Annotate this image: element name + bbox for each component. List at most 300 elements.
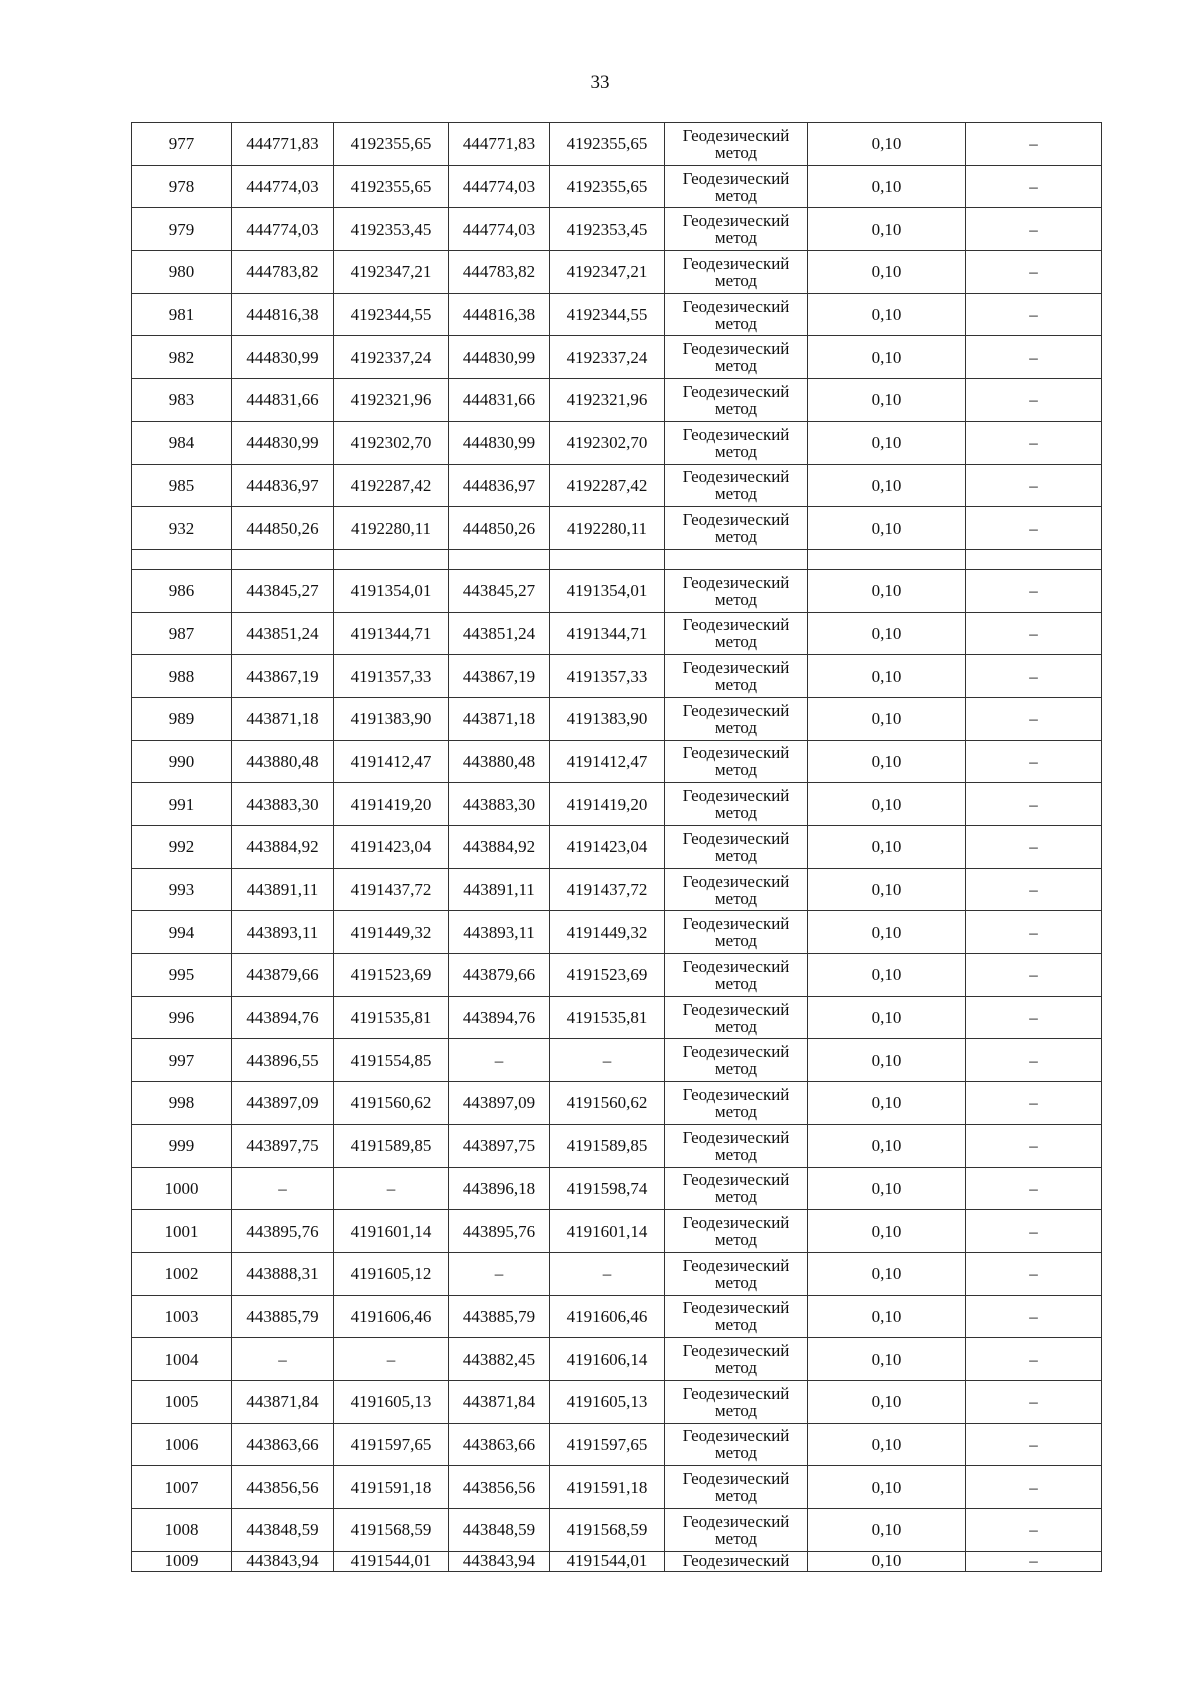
y-existing-cell: 4191412,47 bbox=[334, 740, 449, 783]
method-cell bbox=[665, 1466, 808, 1509]
method-line1: Геодезический bbox=[682, 1213, 790, 1233]
x-existing-cell: 443888,31 bbox=[232, 1252, 334, 1295]
method-line1: Геодезический bbox=[682, 168, 790, 188]
accuracy-cell: 0,10 bbox=[808, 996, 966, 1039]
y-existing-cell: 4191560,62 bbox=[334, 1082, 449, 1125]
x-refined-cell: – bbox=[449, 1252, 550, 1295]
description-cell: – bbox=[966, 1210, 1102, 1253]
description-cell: – bbox=[966, 612, 1102, 655]
point-number-cell: 997 bbox=[132, 1039, 232, 1082]
description-cell: – bbox=[966, 740, 1102, 783]
y-refined-cell: 4192302,70 bbox=[550, 421, 665, 464]
description-cell: – bbox=[966, 1252, 1102, 1295]
y-existing-cell: – bbox=[334, 1167, 449, 1210]
y-refined-cell: 4191598,74 bbox=[550, 1167, 665, 1210]
table-row bbox=[132, 1039, 1102, 1082]
method-cell bbox=[665, 1551, 808, 1571]
description-cell: – bbox=[966, 655, 1102, 698]
accuracy-cell: 0,10 bbox=[808, 251, 966, 294]
x-existing-cell: 443856,56 bbox=[232, 1466, 334, 1509]
table-row bbox=[132, 1295, 1102, 1338]
table-row bbox=[132, 868, 1102, 911]
description-cell: – bbox=[966, 336, 1102, 379]
x-refined-cell: 444831,66 bbox=[449, 379, 550, 422]
method-line1: Геодезический bbox=[682, 615, 790, 635]
x-existing-cell: – bbox=[232, 1167, 334, 1210]
y-refined-cell: 4191354,01 bbox=[550, 569, 665, 612]
table-row bbox=[132, 1338, 1102, 1381]
method-cell bbox=[665, 1509, 808, 1552]
description-cell: – bbox=[966, 911, 1102, 954]
description-cell: – bbox=[966, 1423, 1102, 1466]
x-existing-cell: 444783,82 bbox=[232, 251, 334, 294]
description-cell: – bbox=[966, 1167, 1102, 1210]
x-refined-cell: 443884,92 bbox=[449, 826, 550, 869]
point-number-cell: 990 bbox=[132, 740, 232, 783]
description-cell: – bbox=[966, 251, 1102, 294]
point-number-cell: 985 bbox=[132, 464, 232, 507]
method-cell bbox=[665, 826, 808, 869]
y-refined-cell: 4191568,59 bbox=[550, 1509, 665, 1552]
x-refined-cell: 444850,26 bbox=[449, 507, 550, 550]
y-refined-cell: 4191357,33 bbox=[550, 655, 665, 698]
x-existing-cell: 443885,79 bbox=[232, 1295, 334, 1338]
accuracy-cell: 0,10 bbox=[808, 1039, 966, 1082]
y-existing-cell: 4191605,13 bbox=[334, 1380, 449, 1423]
method-line1: Геодезический bbox=[682, 253, 790, 273]
table-row bbox=[132, 1466, 1102, 1509]
method-cell bbox=[665, 1295, 808, 1338]
method-line1: Геодезический bbox=[682, 1084, 790, 1104]
table-row bbox=[132, 911, 1102, 954]
y-existing-cell: 4192337,24 bbox=[334, 336, 449, 379]
table-row bbox=[132, 1252, 1102, 1295]
method-line2: метод bbox=[714, 1528, 758, 1548]
table-row bbox=[132, 954, 1102, 997]
x-refined-cell: 443882,45 bbox=[449, 1338, 550, 1381]
y-refined-cell: 4191449,32 bbox=[550, 911, 665, 954]
method-line2: метод bbox=[714, 1016, 758, 1036]
y-existing-cell: 4192353,45 bbox=[334, 208, 449, 251]
description-cell: – bbox=[966, 293, 1102, 336]
table-row bbox=[132, 165, 1102, 208]
method-line2: метод bbox=[714, 717, 758, 737]
x-refined-cell: 443867,19 bbox=[449, 655, 550, 698]
x-existing-cell: 444774,03 bbox=[232, 165, 334, 208]
method-line1: Геодезический bbox=[682, 467, 790, 487]
x-refined-cell: 443891,11 bbox=[449, 868, 550, 911]
x-refined-cell: 444774,03 bbox=[449, 165, 550, 208]
table-row bbox=[132, 379, 1102, 422]
method-line2: метод bbox=[714, 888, 758, 908]
description-cell: – bbox=[966, 1380, 1102, 1423]
method-line1: Геодезический bbox=[682, 743, 790, 763]
table-row bbox=[132, 1509, 1102, 1552]
x-existing-cell: – bbox=[232, 1338, 334, 1381]
x-refined-cell: 443845,27 bbox=[449, 569, 550, 612]
x-refined-cell: 443883,30 bbox=[449, 783, 550, 826]
method-line1: Геодезический bbox=[682, 125, 790, 145]
x-refined-cell: 443880,48 bbox=[449, 740, 550, 783]
x-refined-cell: 444816,38 bbox=[449, 293, 550, 336]
x-refined-cell: 443879,66 bbox=[449, 954, 550, 997]
method-line2: метод bbox=[714, 1187, 758, 1207]
y-refined-cell: 4191606,14 bbox=[550, 1338, 665, 1381]
method-line2: метод bbox=[714, 1486, 758, 1506]
method-line1: Геодезический bbox=[682, 700, 790, 720]
accuracy-cell: 0,10 bbox=[808, 1167, 966, 1210]
method-line2: метод bbox=[714, 760, 758, 780]
y-existing-cell: 4191591,18 bbox=[334, 1466, 449, 1509]
method-line2: метод bbox=[714, 185, 758, 205]
accuracy-cell: 0,10 bbox=[808, 740, 966, 783]
accuracy-cell: 0,10 bbox=[808, 123, 966, 166]
point-number-cell: 991 bbox=[132, 783, 232, 826]
method-cell bbox=[665, 421, 808, 464]
method-line1: Геодезический bbox=[682, 572, 790, 592]
method-line2: метод bbox=[714, 1358, 758, 1378]
y-refined-cell: 4191535,81 bbox=[550, 996, 665, 1039]
y-existing-cell: 4191601,14 bbox=[334, 1210, 449, 1253]
method-line1: Геодезический bbox=[682, 1042, 790, 1062]
accuracy-cell: 0,10 bbox=[808, 421, 966, 464]
method-line1: Геодезический bbox=[682, 381, 790, 401]
method-line1: Геодезический bbox=[682, 658, 790, 678]
x-refined-cell: 443894,76 bbox=[449, 996, 550, 1039]
x-refined-cell: 444830,99 bbox=[449, 421, 550, 464]
y-refined-cell: 4191344,71 bbox=[550, 612, 665, 655]
method-line2: метод bbox=[714, 356, 758, 376]
description-cell: – bbox=[966, 507, 1102, 550]
point-number-cell: 1003 bbox=[132, 1295, 232, 1338]
accuracy-cell: 0,10 bbox=[808, 507, 966, 550]
method-cell bbox=[665, 1252, 808, 1295]
x-refined-cell: 444836,97 bbox=[449, 464, 550, 507]
y-refined-cell: 4191544,01 bbox=[550, 1551, 665, 1571]
accuracy-cell: 0,10 bbox=[808, 569, 966, 612]
accuracy-cell: 0,10 bbox=[808, 464, 966, 507]
x-existing-cell: 443879,66 bbox=[232, 954, 334, 997]
y-refined-cell: 4191601,14 bbox=[550, 1210, 665, 1253]
y-existing-cell: 4191554,85 bbox=[334, 1039, 449, 1082]
y-existing-cell: 4191606,46 bbox=[334, 1295, 449, 1338]
x-existing-cell: 444771,83 bbox=[232, 123, 334, 166]
table-row bbox=[132, 996, 1102, 1039]
point-number-cell: 993 bbox=[132, 868, 232, 911]
method-cell bbox=[665, 1210, 808, 1253]
y-existing-cell: 4191449,32 bbox=[334, 911, 449, 954]
accuracy-cell: 0,10 bbox=[808, 1551, 966, 1571]
y-existing-cell: 4192355,65 bbox=[334, 165, 449, 208]
table-row bbox=[132, 569, 1102, 612]
description-cell: – bbox=[966, 421, 1102, 464]
method-line1: Геодезический bbox=[682, 1341, 790, 1361]
point-number-cell: 1002 bbox=[132, 1252, 232, 1295]
y-refined-cell: 4192355,65 bbox=[550, 123, 665, 166]
x-existing-cell: 444830,99 bbox=[232, 421, 334, 464]
description-cell: – bbox=[966, 1295, 1102, 1338]
point-number-cell: 977 bbox=[132, 123, 232, 166]
accuracy-cell: 0,10 bbox=[808, 208, 966, 251]
description-cell: – bbox=[966, 464, 1102, 507]
y-existing-cell: 4191597,65 bbox=[334, 1423, 449, 1466]
x-refined-cell: 444830,99 bbox=[449, 336, 550, 379]
method-line1: Геодезический bbox=[682, 1551, 790, 1570]
method-line1: Геодезический bbox=[682, 1511, 790, 1531]
x-existing-cell: 444836,97 bbox=[232, 464, 334, 507]
x-existing-cell: 444830,99 bbox=[232, 336, 334, 379]
method-cell bbox=[665, 954, 808, 997]
page-number: 33 bbox=[590, 72, 610, 93]
accuracy-cell: 0,10 bbox=[808, 655, 966, 698]
method-cell bbox=[665, 1082, 808, 1125]
description-cell: – bbox=[966, 1509, 1102, 1552]
method-line1: Геодезический bbox=[682, 339, 790, 359]
y-refined-cell: 4191591,18 bbox=[550, 1466, 665, 1509]
method-line1: Геодезический bbox=[682, 1383, 790, 1403]
y-refined-cell: 4192337,24 bbox=[550, 336, 665, 379]
method-line1: Геодезический bbox=[682, 1127, 790, 1147]
y-existing-cell: 4191523,69 bbox=[334, 954, 449, 997]
accuracy-cell: 0,10 bbox=[808, 379, 966, 422]
method-cell bbox=[665, 293, 808, 336]
y-refined-cell: 4191383,90 bbox=[550, 697, 665, 740]
point-number-cell: 994 bbox=[132, 911, 232, 954]
accuracy-cell: 0,10 bbox=[808, 1082, 966, 1125]
description-cell: – bbox=[966, 1551, 1102, 1571]
x-refined-cell: 444774,03 bbox=[449, 208, 550, 251]
table-row bbox=[132, 208, 1102, 251]
method-line2: метод bbox=[714, 441, 758, 461]
x-refined-cell: 443856,56 bbox=[449, 1466, 550, 1509]
method-cell bbox=[665, 740, 808, 783]
accuracy-cell: 0,10 bbox=[808, 783, 966, 826]
method-line1: Геодезический bbox=[682, 424, 790, 444]
accuracy-cell: 0,10 bbox=[808, 1380, 966, 1423]
method-cell bbox=[665, 1039, 808, 1082]
table-row bbox=[132, 1124, 1102, 1167]
y-refined-cell: 4191423,04 bbox=[550, 826, 665, 869]
accuracy-cell: 0,10 bbox=[808, 1295, 966, 1338]
y-existing-cell: 4191589,85 bbox=[334, 1124, 449, 1167]
method-line2: метод bbox=[714, 1272, 758, 1292]
y-existing-cell: 4192355,65 bbox=[334, 123, 449, 166]
y-existing-cell: 4192321,96 bbox=[334, 379, 449, 422]
method-line2: метод bbox=[714, 313, 758, 333]
y-existing-cell: 4191437,72 bbox=[334, 868, 449, 911]
x-refined-cell: 443871,84 bbox=[449, 1380, 550, 1423]
method-cell bbox=[665, 1124, 808, 1167]
description-cell: – bbox=[966, 123, 1102, 166]
method-line2: метод bbox=[714, 1315, 758, 1335]
accuracy-cell: 0,10 bbox=[808, 1509, 966, 1552]
y-existing-cell: 4191357,33 bbox=[334, 655, 449, 698]
method-line2: метод bbox=[714, 484, 758, 504]
y-existing-cell: – bbox=[334, 1338, 449, 1381]
x-refined-cell: 443893,11 bbox=[449, 911, 550, 954]
method-cell bbox=[665, 336, 808, 379]
method-cell bbox=[665, 868, 808, 911]
y-existing-cell: 4191423,04 bbox=[334, 826, 449, 869]
description-cell: – bbox=[966, 1466, 1102, 1509]
y-existing-cell: 4191544,01 bbox=[334, 1551, 449, 1571]
method-line2: метод bbox=[714, 1144, 758, 1164]
x-existing-cell: 444774,03 bbox=[232, 208, 334, 251]
y-refined-cell: 4191419,20 bbox=[550, 783, 665, 826]
point-number-cell: 982 bbox=[132, 336, 232, 379]
accuracy-cell: 0,10 bbox=[808, 1423, 966, 1466]
x-existing-cell: 443894,76 bbox=[232, 996, 334, 1039]
table-row bbox=[132, 293, 1102, 336]
method-line2: метод bbox=[714, 527, 758, 547]
method-line2: метод bbox=[714, 589, 758, 609]
accuracy-cell: 0,10 bbox=[808, 1124, 966, 1167]
method-cell bbox=[665, 655, 808, 698]
point-number-cell: 1007 bbox=[132, 1466, 232, 1509]
point-number-cell: 932 bbox=[132, 507, 232, 550]
point-number-cell: 978 bbox=[132, 165, 232, 208]
point-number-cell: 998 bbox=[132, 1082, 232, 1125]
point-number-cell: 1008 bbox=[132, 1509, 232, 1552]
x-existing-cell: 443884,92 bbox=[232, 826, 334, 869]
point-number-cell: 986 bbox=[132, 569, 232, 612]
method-line1: Геодезический bbox=[682, 828, 790, 848]
description-cell: – bbox=[966, 1124, 1102, 1167]
table-row bbox=[132, 1423, 1102, 1466]
y-refined-cell: 4191560,62 bbox=[550, 1082, 665, 1125]
y-existing-cell: 4192302,70 bbox=[334, 421, 449, 464]
x-existing-cell: 443851,24 bbox=[232, 612, 334, 655]
description-cell: – bbox=[966, 826, 1102, 869]
y-refined-cell: 4191605,13 bbox=[550, 1380, 665, 1423]
x-existing-cell: 443896,55 bbox=[232, 1039, 334, 1082]
y-existing-cell: 4191605,12 bbox=[334, 1252, 449, 1295]
method-line1: Геодезический bbox=[682, 296, 790, 316]
method-cell bbox=[665, 911, 808, 954]
method-line1: Геодезический bbox=[682, 871, 790, 891]
accuracy-cell: 0,10 bbox=[808, 1338, 966, 1381]
y-existing-cell: 4191354,01 bbox=[334, 569, 449, 612]
method-line2: метод bbox=[714, 1443, 758, 1463]
method-cell bbox=[665, 1338, 808, 1381]
method-line1: Геодезический bbox=[682, 999, 790, 1019]
point-number-cell: 981 bbox=[132, 293, 232, 336]
point-number-cell: 980 bbox=[132, 251, 232, 294]
description-cell: – bbox=[966, 1082, 1102, 1125]
x-refined-cell: 444771,83 bbox=[449, 123, 550, 166]
separator-row bbox=[132, 549, 1102, 569]
point-number-cell: 983 bbox=[132, 379, 232, 422]
accuracy-cell: 0,10 bbox=[808, 697, 966, 740]
table-row bbox=[132, 783, 1102, 826]
table-row bbox=[132, 251, 1102, 294]
table-row bbox=[132, 612, 1102, 655]
method-line2: метод bbox=[714, 845, 758, 865]
description-cell: – bbox=[966, 783, 1102, 826]
point-number-cell: 989 bbox=[132, 697, 232, 740]
y-refined-cell: – bbox=[550, 1039, 665, 1082]
method-line2: метод bbox=[714, 270, 758, 290]
description-cell: – bbox=[966, 379, 1102, 422]
point-number-cell: 1009 bbox=[132, 1551, 232, 1571]
x-refined-cell: 443851,24 bbox=[449, 612, 550, 655]
x-refined-cell: 443897,09 bbox=[449, 1082, 550, 1125]
y-refined-cell: 4191523,69 bbox=[550, 954, 665, 997]
method-cell bbox=[665, 507, 808, 550]
accuracy-cell: 0,10 bbox=[808, 911, 966, 954]
y-existing-cell: 4191383,90 bbox=[334, 697, 449, 740]
description-cell: – bbox=[966, 697, 1102, 740]
method-line1: Геодезический bbox=[682, 914, 790, 934]
point-number-cell: 995 bbox=[132, 954, 232, 997]
point-number-cell: 987 bbox=[132, 612, 232, 655]
y-refined-cell: 4192287,42 bbox=[550, 464, 665, 507]
method-line2: метод bbox=[714, 675, 758, 695]
point-number-cell: 979 bbox=[132, 208, 232, 251]
method-line2: метод bbox=[714, 228, 758, 248]
y-refined-cell: 4191437,72 bbox=[550, 868, 665, 911]
x-existing-cell: 444816,38 bbox=[232, 293, 334, 336]
accuracy-cell: 0,10 bbox=[808, 1466, 966, 1509]
y-refined-cell: 4192280,11 bbox=[550, 507, 665, 550]
point-number-cell: 1000 bbox=[132, 1167, 232, 1210]
x-existing-cell: 443848,59 bbox=[232, 1509, 334, 1552]
y-existing-cell: 4192280,11 bbox=[334, 507, 449, 550]
y-refined-cell: 4191606,46 bbox=[550, 1295, 665, 1338]
x-existing-cell: 443897,75 bbox=[232, 1124, 334, 1167]
x-existing-cell: 443871,84 bbox=[232, 1380, 334, 1423]
table-row bbox=[132, 123, 1102, 166]
point-number-cell: 988 bbox=[132, 655, 232, 698]
method-line2: метод bbox=[714, 803, 758, 823]
description-cell: – bbox=[966, 165, 1102, 208]
point-number-cell: 1005 bbox=[132, 1380, 232, 1423]
accuracy-cell: 0,10 bbox=[808, 612, 966, 655]
table-row bbox=[132, 697, 1102, 740]
point-number-cell: 992 bbox=[132, 826, 232, 869]
x-existing-cell: 443883,30 bbox=[232, 783, 334, 826]
method-cell bbox=[665, 165, 808, 208]
method-line2: метод bbox=[714, 142, 758, 162]
x-refined-cell: 443871,18 bbox=[449, 697, 550, 740]
table-row bbox=[132, 1551, 1102, 1571]
method-line2: метод bbox=[714, 1059, 758, 1079]
x-refined-cell: 443885,79 bbox=[449, 1295, 550, 1338]
point-number-cell: 999 bbox=[132, 1124, 232, 1167]
x-refined-cell: – bbox=[449, 1039, 550, 1082]
x-existing-cell: 444850,26 bbox=[232, 507, 334, 550]
accuracy-cell: 0,10 bbox=[808, 1252, 966, 1295]
method-line2: метод bbox=[714, 973, 758, 993]
description-cell: – bbox=[966, 954, 1102, 997]
y-refined-cell: – bbox=[550, 1252, 665, 1295]
description-cell: – bbox=[966, 1039, 1102, 1082]
method-cell bbox=[665, 1380, 808, 1423]
y-refined-cell: 4192321,96 bbox=[550, 379, 665, 422]
table-row bbox=[132, 464, 1102, 507]
method-line1: Геодезический bbox=[682, 1426, 790, 1446]
method-line2: метод bbox=[714, 1400, 758, 1420]
y-existing-cell: 4192287,42 bbox=[334, 464, 449, 507]
y-refined-cell: 4192347,21 bbox=[550, 251, 665, 294]
description-cell: – bbox=[966, 569, 1102, 612]
description-cell: – bbox=[966, 208, 1102, 251]
x-existing-cell: 443891,11 bbox=[232, 868, 334, 911]
y-existing-cell: 4192344,55 bbox=[334, 293, 449, 336]
method-line1: Геодезический bbox=[682, 1469, 790, 1489]
x-existing-cell: 443863,66 bbox=[232, 1423, 334, 1466]
x-existing-cell: 443845,27 bbox=[232, 569, 334, 612]
